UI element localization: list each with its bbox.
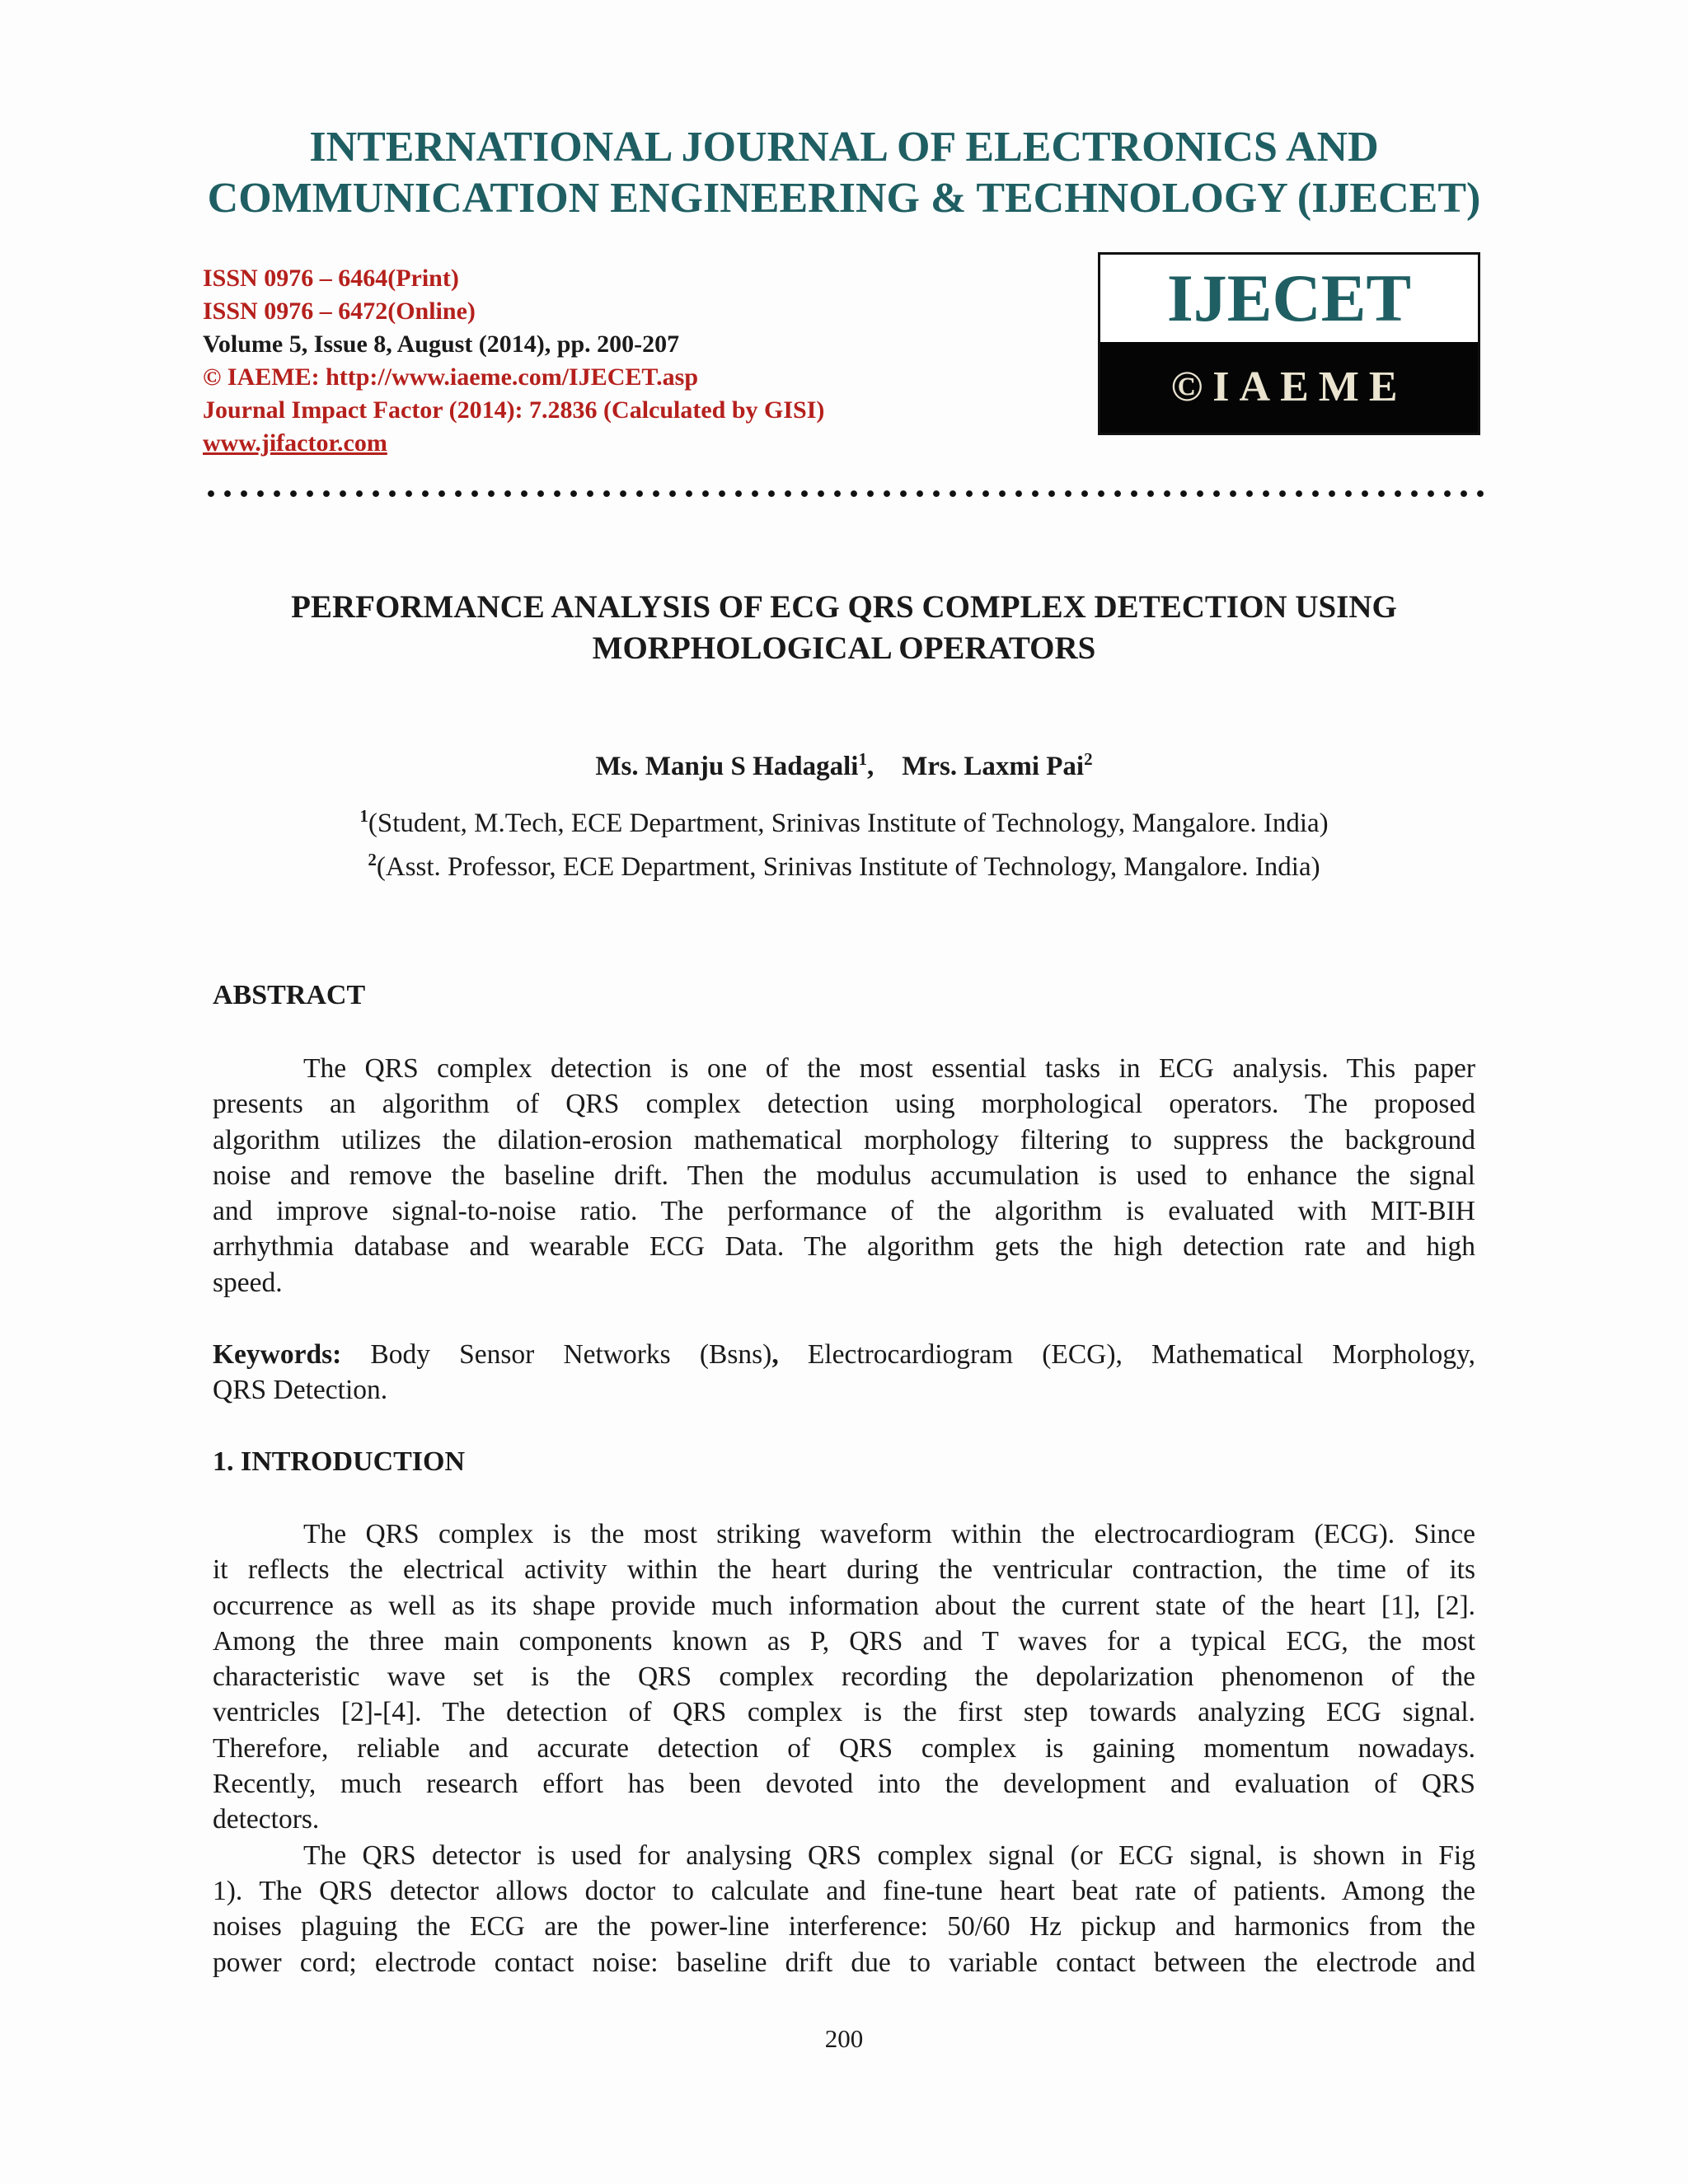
keywords-line-1: Keywords: Body Sensor Networks (Bsns), Electrocardiogram (ECG), Mathematical Morphology,: [213, 1339, 1475, 1370]
text-line: Therefore, reliable and accurate detection of QRS complex is gaining momentum nowadays.: [213, 1732, 1475, 1764]
text-line: characteristic wave set is the QRS complex recording the depolarization phenomenon of the: [213, 1661, 1475, 1693]
text-line: noise and remove the baseline drift. Then the modulus accumulation is used to enhance the signal: [213, 1160, 1475, 1191]
introduction-heading: 1. INTRODUCTION: [213, 1446, 466, 1477]
text-line: ventricles [2]-[4]. The detection of QRS complex is the first step towards analyzing ECG signal.: [213, 1697, 1475, 1728]
abstract-heading: ABSTRACT: [213, 980, 366, 1010]
paper-title-line1: PERFORMANCE ANALYSIS OF ECG QRS COMPLEX DETECTION USING: [291, 589, 1397, 625]
journal-metadata: [203, 262, 824, 460]
text-line: speed.: [213, 1267, 283, 1298]
text-line: The QRS complex is the most striking waveform within the electrocardiogram (ECG). Since: [303, 1519, 1475, 1549]
text-line: occurrence as well as its shape provide much information about the current state of the heart [1], [2].: [213, 1590, 1475, 1621]
jifactor-link[interactable]: www.jifactor.com: [203, 429, 387, 457]
text-line: Among the three main components known as P, QRS and T waves for a typical ECG, the most: [213, 1625, 1475, 1657]
author-affiliation-mark: 1: [858, 749, 867, 769]
affiliations: [165, 798, 1523, 885]
text-line: 1). The QRS detector allows doctor to calculate and fine-tune heart beat rate of patients. Among the: [213, 1875, 1475, 1906]
text-line: algorithm utilizes the dilation-erosion mathematical morphology filtering to suppress the background: [213, 1124, 1475, 1155]
keywords-line-2: QRS Detection.: [213, 1375, 388, 1406]
affiliation-1: $^1$(Student, M.Tech, ECE Department, Srinivas Institute of Technology, Mangalore. India): [359, 806, 1329, 838]
text-line: power cord; electrode contact noise: baseline drift due to variable contact between the electrode and: [213, 1947, 1475, 1978]
text-line: detectors.: [213, 1804, 320, 1835]
logo-journal-name: IJECET: [1166, 260, 1412, 335]
ijecet-logo: [1098, 252, 1480, 435]
affiliation-2: $^2$(Asst. Professor, ECE Department, Srinivas Institute of Technology, Mangalore. India): [368, 850, 1320, 882]
journal-title-line2: COMMUNICATION ENGINEERING & TECHNOLOGY (IJECET): [207, 175, 1481, 222]
issn-print: ISSN 0976 – 6464(Print): [203, 265, 459, 292]
text-line: noises plaguing the ECG are the power-line interference: 50/60 Hz pickup and harmonics from the: [213, 1911, 1475, 1943]
impact-factor: Journal Impact Factor (2014): 7.2836 (Calculated by GISI): [203, 396, 825, 424]
logo-publisher: ©IAEME: [1100, 342, 1478, 433]
text-line: The QRS complex detection is one of the most essential tasks in ECG analysis. This paper: [303, 1053, 1475, 1084]
text-line: presents an algorithm of QRS complex detection using morphological operators. The proposed: [213, 1089, 1475, 1120]
author-affiliation-mark: 2: [1084, 749, 1093, 769]
text-line: and improve signal-to-noise ratio. The performance of the algorithm is evaluated with MIT-BIH: [213, 1196, 1475, 1227]
author-name: Ms. Manju S Hadagali: [595, 752, 859, 781]
text-line: arrhythmia database and wearable ECG Data. The algorithm gets the high detection rate and high: [213, 1231, 1475, 1263]
abstract-body: [213, 1051, 1475, 1301]
introduction-paragraph-1: [213, 1516, 1475, 1980]
author-name: Mrs. Laxmi Pai: [902, 752, 1085, 781]
iaeme-url: © IAEME: http://www.iaeme.com/IJECET.asp: [203, 363, 699, 391]
keywords-block: [213, 1337, 1475, 1408]
journal-title: [165, 122, 1523, 224]
text-line: The QRS detector is used for analysing QRS complex signal (or ECG signal, is shown in Fig: [303, 1840, 1475, 1871]
text-line: it reflects the electrical activity within the heart during the ventricular contraction, the time of its: [213, 1554, 1475, 1586]
dotted-divider: [203, 490, 1489, 498]
author-separator: ,: [866, 752, 874, 781]
issn-online: ISSN 0976 – 6472(Online): [203, 298, 476, 325]
keywords-label: Keywords:: [213, 1339, 342, 1370]
paper-title-line2: MORPHOLOGICAL OPERATORS: [592, 630, 1096, 666]
paper-title: [165, 587, 1523, 669]
journal-title-line1: INTERNATIONAL JOURNAL OF ELECTRONICS AND: [309, 124, 1379, 171]
volume-info: Volume 5, Issue 8, August (2014), pp. 200-207: [203, 330, 680, 358]
text-line: Recently, much research effort has been devoted into the development and evaluation of QRS: [213, 1769, 1475, 1800]
page-number: 200: [824, 2024, 864, 2053]
author-list: [165, 738, 1523, 787]
